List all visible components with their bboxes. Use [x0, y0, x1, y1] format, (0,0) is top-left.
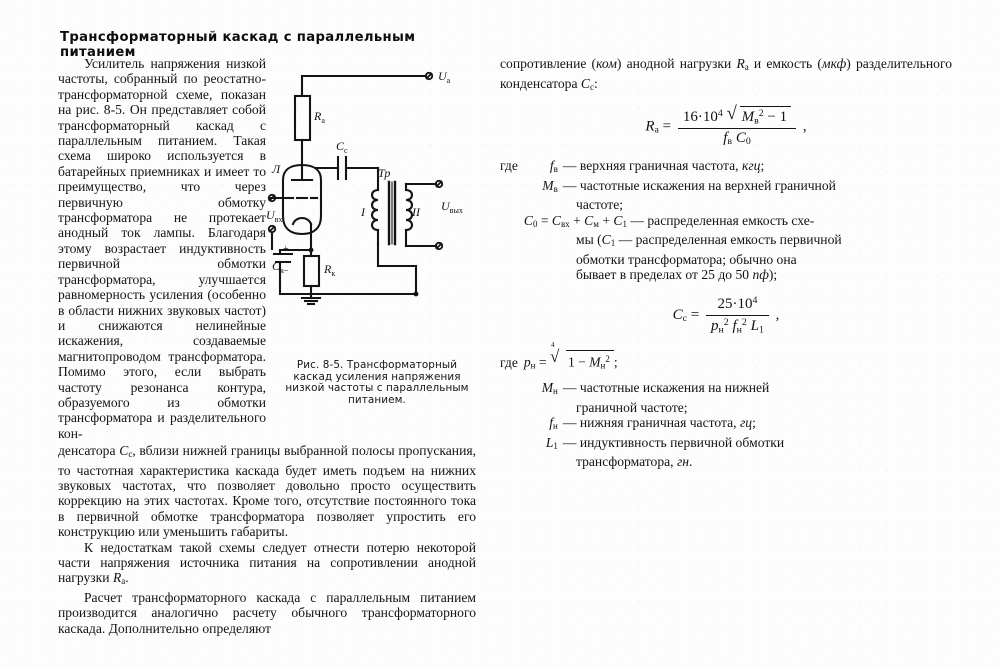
intro-end: :: [593, 75, 598, 91]
intro-symbol-c-sub: с: [589, 81, 594, 92]
def-sym-m: M: [542, 177, 554, 193]
def-text-mn: — частотные искажения на нижней: [562, 380, 770, 396]
pn-fourth-root: [549, 340, 614, 374]
f2-fraction: [706, 295, 769, 336]
f1-den-f: f: [723, 130, 728, 147]
f2-coeff-exp: 4: [752, 295, 758, 307]
f2-numerator: [706, 295, 769, 316]
label-winding-secondary: II: [412, 205, 420, 219]
f1-sqrt: [726, 103, 792, 127]
label-coupling-cap: $C_с$: [336, 139, 348, 155]
f1-coeff: 16·10: [682, 109, 718, 126]
c0-cont1-sym: C: [601, 232, 611, 248]
f1-rad-sym: M: [741, 109, 755, 126]
para2-post: .: [125, 570, 129, 586]
definitions-upper: [500, 158, 952, 283]
formula-anode-resistance: [500, 103, 952, 148]
c0-term3: C: [613, 212, 623, 228]
f1-fraction: [678, 103, 796, 148]
def-sym-f-sub: в: [553, 163, 558, 174]
figure-caption: Рис. 8-5. Трансформаторный каскад усиления напряжения низкой частоты с параллельным питанием.: [285, 359, 469, 406]
c0-term1: C: [551, 212, 561, 228]
intro-mid-3: ) разделительного конденсатора: [500, 56, 952, 91]
f2-den-f-sub: н: [736, 324, 742, 336]
f2-trailing-comma: ,: [775, 306, 780, 323]
label-output: $U_{вых}$: [441, 199, 463, 215]
pn-rad-sup: 2: [605, 353, 610, 364]
label-cathode-cap: $C_к$: [272, 259, 284, 275]
c0-cont1-sub: 1: [610, 238, 616, 249]
f1-rad-sub: в: [754, 115, 759, 127]
l1-sym-sub: 1: [553, 440, 558, 451]
para2-symbol-r-sub: а: [121, 576, 126, 587]
pn-rad-sub: н: [600, 360, 606, 371]
f1-den-c: C: [735, 130, 746, 147]
pn-tail: ;: [613, 354, 618, 370]
definition-row-pn: [500, 340, 952, 374]
c0-cont1-pre: мы (: [576, 232, 602, 248]
f2-den-f: f: [732, 317, 737, 334]
def-unit-gn: гн: [676, 454, 690, 470]
intro-unit-mkf: мкф: [821, 56, 847, 71]
l1-sym: L: [545, 434, 554, 450]
paragraph-3: Расчет трансформаторного каскада с параллельным питанием производится аналогично расчету обычного трансформаторного каскада. Дополнительно определяют: [58, 589, 476, 636]
f1-lhs-sub: а: [654, 124, 659, 136]
definition-row-l1: [500, 435, 952, 455]
paragraph-2: [58, 540, 476, 590]
def-cont-mn: граничной частоте;: [576, 399, 688, 415]
f1-den-f-sub: в: [727, 136, 733, 148]
pn-rad-pre: 1 −: [567, 354, 590, 370]
sqrt-icon: √: [726, 103, 737, 125]
f2-coeff: 25·10: [717, 296, 753, 313]
label-cap-plus: +: [283, 244, 289, 255]
label-cathode-resistor: $R_к$: [324, 262, 336, 278]
def-cont-l1: [500, 454, 952, 470]
c0-sym: C: [523, 212, 533, 228]
f2-lhs-sub: с: [682, 313, 687, 325]
label-tube: Л: [272, 162, 281, 176]
definition-row-c0: [500, 213, 952, 233]
c0-cont-line-3: [500, 267, 952, 283]
c0-equals: =: [537, 212, 552, 228]
para2-pre: К недостаткам такой схемы следует отнести потерю некоторой части напряжения источника питания на сопротивлении анодной нагрузки: [58, 539, 476, 586]
c0-unit-pf: пф: [752, 267, 769, 283]
f1-coeff-exp: 4: [717, 108, 723, 120]
pn-radicand: [566, 350, 614, 374]
f1-rad-sup: 2: [758, 108, 764, 120]
definitions-lower: [500, 340, 952, 470]
def-tail-fv: ;: [760, 157, 765, 173]
intro-mid-2: и емкость (: [748, 56, 822, 71]
page-title: Трансформаторный каскад с параллельным питанием: [60, 30, 416, 61]
intro-mid: ) анодной нагрузки: [616, 56, 737, 71]
f1-lhs: R: [645, 118, 655, 135]
paragraph-1: Усилитель напряжения низкой частоты, собранный по реостатно-трансформаторной схеме, показан на рис. 8-5. Он представляет собой трансформаторный каскад с параллельным питанием. Такая схема широко используется в батарейных приемниках и имеет то преимущество, что через первичную обмотку трансформатора не протекает анодный ток лампы. Благодаря этому возрастает индуктивность первичной обмотки трансформатора, улучшается равномерность усиления (особенно в области нижних звуковых частот) и снижаются нелинейные искажения, создаваемые магнитопроводом трансформатора. Помимо этого, если выбрать частоту резонанса контура, образуемого из обмотки трансформатора и разделительного кон-: [58, 56, 266, 441]
defs2-lead-gde: где: [500, 354, 518, 370]
para1-cont-post: , вблизи нижней границы выбранной полосы пропускания, то частотная характеристика каскада будет иметь подъем на нижних звуковых частотах, что позволяет довольно просто осуществить коррекцию на этих частотах. Кроме того, отсутствие постоянного тока в первичной обмотке трансформатора позволяет упростить его конструкцию или уменьшить габариты.: [58, 443, 476, 540]
f1-numerator: [678, 103, 796, 129]
fn-sym: f: [549, 415, 554, 431]
def-symbol-mn: [524, 380, 563, 400]
f1-trailing-comma: ,: [802, 118, 807, 135]
pn-sym-sub: н: [530, 360, 536, 371]
c0-text: — распределенная емкость схе-: [626, 212, 815, 228]
c0-cont3-pre: бывает в пределах от 25 до 50: [576, 267, 753, 283]
f1-denominator: [678, 129, 796, 148]
c0-plus-2: +: [598, 212, 614, 228]
def-text-fv: [563, 158, 952, 174]
label-anode-resistor: $R_а$: [314, 109, 325, 125]
c0-term2: C: [584, 212, 594, 228]
label-supply: $U_а$: [438, 69, 451, 85]
root-index-4: 4: [550, 340, 555, 349]
defs-lead-gde: где: [500, 157, 518, 173]
c0-term1-sub: вх: [560, 218, 570, 229]
right-intro-paragraph: [500, 56, 952, 95]
def-symbol-l1: [524, 435, 563, 455]
full-width-text-block: [58, 441, 476, 636]
def-text-pn: [523, 340, 952, 374]
f1-den-c-sub: 0: [745, 136, 751, 148]
def-text-l1: — индуктивность первичной обмотки: [562, 434, 785, 450]
f2-den-p: p: [710, 317, 719, 334]
intro-symbol-c: C: [580, 75, 590, 91]
sqrt-icon: √: [549, 346, 560, 366]
def-cont-mv: частоте;: [576, 197, 624, 213]
l1-cont-pre: трансформатора,: [576, 454, 677, 470]
c0-term3-sub: 1: [622, 218, 627, 229]
mn-sym-sub: н: [553, 386, 558, 397]
def-sym-m-sub: в: [553, 183, 558, 194]
def-sym-f: f: [549, 157, 554, 173]
c0-cont-line-2: обмотки трансформатора; обычно она: [576, 251, 797, 267]
def-text-fv-main: — верхняя граничная частота,: [562, 157, 742, 173]
c0-sym-sub: 0: [532, 218, 538, 229]
c0-cont3-post: );: [768, 267, 778, 283]
para1-cont-pre: денсатора: [58, 443, 120, 459]
para1-symbol-c-sub: с: [128, 449, 133, 460]
f2-den-l-sub: 1: [758, 324, 764, 336]
def-text-mv: — частотные искажения на верхней граничной: [562, 177, 836, 193]
definition-row-fv: [500, 158, 952, 178]
intro-symbol-r-sub: а: [744, 61, 749, 72]
def-unit-kgc: кгц: [741, 157, 761, 173]
label-transformer: Тр: [378, 166, 391, 180]
fn-tail: ;: [752, 415, 756, 431]
f2-den-f-sup: 2: [741, 316, 747, 328]
pn-equals: =: [535, 354, 550, 370]
c0-term2-sub: м: [593, 218, 599, 229]
narrow-text-block: [58, 56, 266, 441]
f2-lhs: C: [672, 306, 683, 323]
mn-sym: M: [541, 380, 554, 396]
c0-cont1-post: — распределенная емкость первичной: [615, 232, 842, 248]
def-symbol-fv: [524, 158, 563, 178]
para1-symbol-c: C: [119, 443, 129, 459]
para2-symbol-r: R: [112, 570, 122, 586]
def-symbol-fn: [524, 415, 563, 435]
label-winding-primary: I: [361, 205, 365, 219]
f2-den-l: L: [750, 317, 759, 334]
l1-cont-tail: .: [689, 454, 693, 470]
fn-sym-sub: н: [553, 421, 558, 432]
definition-row-mv: [500, 178, 952, 198]
intro-symbol-r: R: [736, 56, 745, 71]
formula-coupling-capacitance: [500, 295, 952, 336]
c0-cont-line-1: [500, 232, 952, 252]
definition-row-mn: [500, 380, 952, 400]
c0-plus-1: +: [569, 212, 585, 228]
f1-radicand: [740, 106, 792, 127]
f2-den-p-sup: 2: [723, 316, 729, 328]
label-input: $U_{вх}$: [266, 208, 283, 224]
def-unit-gc: гц: [739, 415, 753, 431]
right-text-column: [500, 56, 952, 470]
def-text-c0: [524, 213, 952, 233]
label-cap-minus: −: [283, 266, 289, 277]
definition-row-fn: [500, 415, 952, 435]
f1-equals: =: [662, 118, 672, 135]
pn-sym: p: [523, 354, 531, 370]
f2-equals: =: [690, 306, 700, 323]
fn-text-main: — нижняя граничная частота,: [562, 415, 740, 431]
def-symbol-mv: [524, 178, 563, 198]
pn-rad-sym: M: [589, 354, 601, 370]
left-text-column: [58, 56, 476, 636]
f2-den-p-sub: н: [718, 324, 724, 336]
f1-rad-rest: − 1: [767, 109, 788, 126]
def-text-fn: [563, 415, 952, 431]
paragraph-1-continued: [58, 443, 476, 539]
intro-unit-kom: ком: [596, 56, 617, 71]
intro-pre: сопротивление (: [500, 56, 597, 71]
f2-denominator: [706, 316, 769, 336]
